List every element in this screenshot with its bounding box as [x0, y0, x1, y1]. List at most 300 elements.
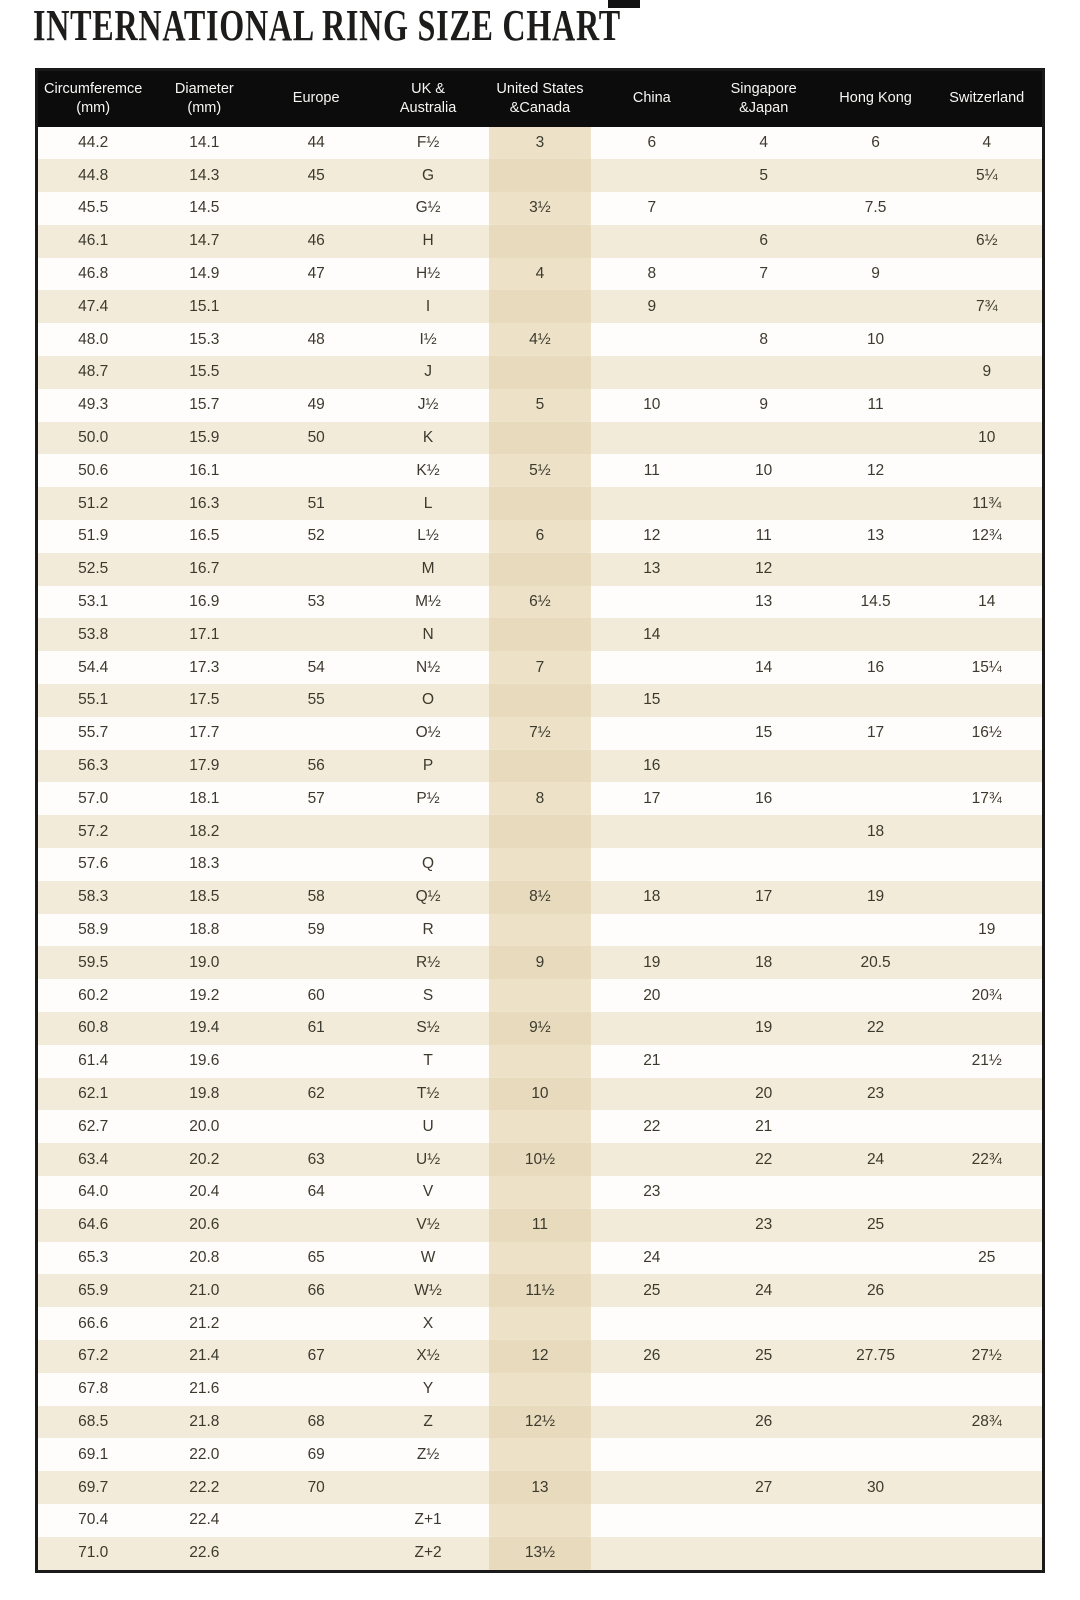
cell-europe: 60: [307, 986, 325, 1004]
cell-europe: 62: [307, 1085, 325, 1102]
cell-europe: 58: [307, 888, 325, 906]
cell-singapore_japan: [708, 1537, 820, 1571]
table-row: [37, 586, 1044, 619]
cell-china: 9: [647, 297, 657, 315]
cell-switzerland: 25: [978, 1248, 996, 1266]
cell-us_canada: [484, 290, 596, 323]
cell-singapore_japan: [708, 422, 820, 455]
cell-hong_kong: 11: [867, 396, 884, 414]
cell-switzerland: [932, 684, 1044, 717]
cell-circumference: 64.6: [78, 1216, 109, 1234]
cell-switzerland: [932, 1209, 1044, 1242]
cell-uk_australia: Q½: [415, 888, 441, 906]
cell-circumference: 44.2: [78, 133, 109, 151]
cell-us_canada: [484, 1373, 596, 1406]
cell-uk_australia: O: [422, 691, 435, 709]
cell-singapore_japan: 25: [755, 1347, 773, 1365]
cell-hong_kong: [820, 1045, 932, 1078]
cell-uk_australia: J½: [417, 396, 439, 414]
cell-circumference: 56.3: [78, 757, 109, 775]
cell-circumference: 69.1: [78, 1445, 109, 1463]
cell-us_canada: [484, 159, 596, 192]
cell-singapore_japan: 16: [755, 789, 773, 807]
cell-circumference: 62.1: [78, 1085, 109, 1102]
cell-europe: [260, 1045, 372, 1078]
cell-diameter: 17.3: [189, 658, 220, 676]
cell-circumference: 48.0: [78, 330, 109, 348]
cell-china: 13: [643, 560, 661, 578]
cell-uk_australia: Y: [422, 1380, 434, 1398]
cell-diameter: 21.8: [189, 1412, 220, 1430]
cell-us_canada: 13½: [484, 1537, 596, 1571]
table-row: [37, 323, 1044, 356]
cell-us_canada: [484, 914, 596, 947]
column-header-singapore_japan: Singapore &Japan: [730, 80, 797, 116]
cell-singapore_japan: 19: [755, 1019, 773, 1037]
cell-china: 14: [643, 625, 661, 643]
cell-singapore_japan: [708, 1242, 820, 1275]
cell-europe: 65: [307, 1248, 325, 1266]
cell-switzerland: [932, 1110, 1044, 1143]
cell-china: 19: [643, 953, 661, 971]
cell-hong_kong: [820, 1242, 932, 1275]
cell-hong_kong: [820, 159, 932, 192]
cell-uk_australia: X: [422, 1314, 434, 1332]
cell-uk_australia: P: [422, 757, 434, 775]
cell-uk_australia: T½: [416, 1085, 440, 1102]
cell-uk_australia: M: [421, 560, 435, 578]
cell-diameter: 16.3: [189, 494, 220, 512]
cell-switzerland: 19: [978, 921, 996, 939]
table-row: [37, 454, 1044, 487]
cell-singapore_japan: 27: [755, 1478, 773, 1496]
cell-china: 16: [643, 757, 661, 775]
cell-us_canada: [484, 553, 596, 586]
cell-circumference: 44.8: [78, 166, 109, 184]
table-row: [37, 881, 1044, 914]
cell-diameter: 18.2: [189, 822, 220, 840]
cell-circumference: 59.5: [78, 953, 109, 971]
cell-diameter: 22.6: [189, 1544, 220, 1562]
cell-us_canada: [484, 1176, 596, 1209]
cell-china: [596, 487, 708, 520]
page-title: INTERNATIONAL RING SIZE CHART: [33, 1, 621, 50]
cell-china: [596, 225, 708, 258]
cell-china: 24: [643, 1248, 661, 1266]
cell-hong_kong: 20.5: [860, 953, 891, 971]
cell-switzerland: 7¾: [975, 297, 998, 315]
cell-diameter: 22.4: [189, 1511, 220, 1529]
cell-europe: [260, 717, 372, 750]
cell-us_canada: 3: [484, 127, 596, 160]
cell-circumference: 64.0: [78, 1183, 109, 1201]
cell-china: 21: [643, 1052, 661, 1070]
table-row: [37, 553, 1044, 586]
cell-diameter: 19.0: [189, 953, 220, 971]
cell-circumference: 61.4: [78, 1052, 109, 1070]
cell-us_canada: 8: [484, 782, 596, 815]
cell-hong_kong: [820, 1537, 932, 1571]
cell-uk_australia: V: [422, 1183, 434, 1201]
cell-us_canada: [484, 356, 596, 389]
cell-us_canada: 10: [484, 1078, 596, 1111]
cell-uk_australia: I: [425, 297, 431, 315]
cell-china: 11: [643, 461, 660, 479]
cell-europe: [260, 1110, 372, 1143]
cell-circumference: 58.3: [78, 888, 109, 906]
cell-uk_australia: S½: [416, 1019, 440, 1037]
cell-europe: 57: [307, 789, 325, 807]
table-row: [37, 520, 1044, 553]
cell-china: 23: [643, 1183, 661, 1201]
cell-china: [596, 717, 708, 750]
cell-europe: [260, 1373, 372, 1406]
cell-diameter: 14.5: [189, 199, 220, 217]
cell-singapore_japan: 9: [759, 396, 768, 414]
cell-uk_australia: R: [422, 921, 434, 939]
cell-diameter: 15.3: [189, 330, 220, 348]
cell-hong_kong: 12: [866, 461, 885, 479]
cell-singapore_japan: 14: [755, 658, 773, 676]
table-row: [37, 389, 1044, 422]
cell-switzerland: 15¼: [971, 658, 1002, 676]
cell-singapore_japan: 15: [755, 724, 773, 742]
cell-hong_kong: [820, 618, 932, 651]
table-row: [37, 1307, 1044, 1340]
cell-switzerland: [932, 1078, 1044, 1111]
cell-singapore_japan: [708, 848, 820, 881]
cell-switzerland: 22¾: [971, 1150, 1002, 1168]
cell-switzerland: [932, 750, 1044, 783]
cell-hong_kong: 14.5: [860, 593, 891, 611]
cell-us_canada: 7: [484, 651, 596, 684]
cell-switzerland: [932, 848, 1044, 881]
cell-us_canada: 4½: [484, 323, 596, 356]
cell-uk_australia: L: [423, 494, 433, 512]
cell-diameter: 19.8: [189, 1085, 220, 1102]
cell-europe: 68: [307, 1412, 325, 1430]
cell-diameter: 20.6: [189, 1216, 220, 1234]
cell-circumference: 62.7: [78, 1117, 109, 1135]
cell-us_canada: 3½: [484, 192, 596, 225]
cell-circumference: 54.4: [78, 658, 109, 676]
cell-singapore_japan: [708, 356, 820, 389]
cell-hong_kong: [820, 750, 932, 783]
cell-circumference: 55.7: [78, 724, 109, 742]
cell-hong_kong: [820, 1110, 932, 1143]
cell-circumference: 60.8: [78, 1019, 109, 1037]
cell-diameter: 16.9: [189, 593, 220, 611]
cell-us_canada: 6: [484, 520, 596, 553]
cell-hong_kong: [820, 1176, 932, 1209]
cell-china: [596, 1209, 708, 1242]
cell-circumference: 58.9: [78, 921, 109, 939]
table-row: [37, 258, 1044, 291]
table-row: [37, 1209, 1044, 1242]
cell-us_canada: [484, 1504, 596, 1537]
cell-europe: 67: [307, 1347, 325, 1365]
cell-diameter: 14.9: [189, 265, 220, 283]
cell-switzerland: 10: [978, 429, 996, 447]
cell-uk_australia: Z+1: [414, 1511, 442, 1529]
cell-diameter: 17.7: [189, 724, 220, 742]
cell-europe: 64: [307, 1183, 325, 1201]
cell-uk_australia: S: [422, 986, 434, 1004]
cell-circumference: 51.9: [78, 527, 109, 545]
cell-hong_kong: 10: [866, 330, 885, 348]
cell-hong_kong: [820, 979, 932, 1012]
cell-switzerland: 17¾: [971, 789, 1002, 807]
cell-diameter: 16.5: [189, 527, 220, 545]
cell-switzerland: 5¼: [975, 166, 998, 184]
table-header: [37, 70, 1044, 127]
cell-hong_kong: [820, 422, 932, 455]
cell-circumference: 48.7: [78, 363, 109, 381]
table-row: [37, 815, 1044, 848]
table-row: [37, 618, 1044, 651]
cell-china: [596, 586, 708, 619]
cell-europe: 50: [307, 429, 325, 447]
cell-diameter: 18.3: [189, 855, 220, 873]
cell-switzerland: [932, 1012, 1044, 1045]
table-row: [37, 1504, 1044, 1537]
cell-diameter: 14.3: [189, 166, 220, 184]
cell-singapore_japan: 21: [755, 1117, 773, 1135]
cell-hong_kong: [820, 684, 932, 717]
cell-singapore_japan: 12: [755, 560, 773, 578]
table-row: [37, 946, 1044, 979]
cell-switzerland: 20¾: [971, 986, 1002, 1004]
cell-europe: [260, 192, 372, 225]
cell-europe: [260, 553, 372, 586]
cell-uk_australia: K½: [416, 461, 440, 479]
cell-us_canada: 5½: [484, 454, 596, 487]
cell-switzerland: [932, 815, 1044, 848]
cell-switzerland: [932, 323, 1044, 356]
cell-uk_australia: T: [423, 1052, 433, 1070]
cell-diameter: 21.6: [189, 1380, 220, 1398]
cell-us_canada: [484, 684, 596, 717]
cell-europe: 46: [307, 232, 325, 250]
cell-europe: [260, 1209, 372, 1242]
cell-diameter: 15.9: [189, 429, 220, 447]
column-header-diameter: Diameter (mm): [174, 80, 234, 116]
cell-china: 25: [643, 1281, 661, 1299]
cell-diameter: 21.2: [189, 1314, 220, 1332]
table-row: [37, 1176, 1044, 1209]
cell-switzerland: [932, 1504, 1044, 1537]
cell-singapore_japan: 7: [759, 265, 768, 283]
cell-singapore_japan: 5: [759, 166, 768, 184]
cell-circumference: 65.3: [78, 1248, 109, 1266]
cell-us_canada: [484, 618, 596, 651]
cell-singapore_japan: 24: [755, 1281, 773, 1299]
cell-china: 8: [647, 265, 657, 283]
cell-us_canada: [484, 487, 596, 520]
cell-circumference: 57.6: [78, 855, 109, 873]
cell-us_canada: 12: [484, 1340, 596, 1373]
cell-us_canada: 11: [484, 1209, 596, 1242]
cell-circumference: 69.7: [78, 1478, 109, 1496]
cell-us_canada: 9: [484, 946, 596, 979]
cell-uk_australia: R½: [416, 953, 441, 971]
cell-switzerland: 21½: [971, 1052, 1002, 1070]
cell-europe: 56: [307, 757, 325, 775]
cell-us_canada: [484, 1110, 596, 1143]
cell-circumference: 55.1: [78, 691, 109, 709]
cell-us_canada: 10½: [484, 1143, 596, 1176]
table-row: [37, 1340, 1044, 1373]
cell-china: [596, 651, 708, 684]
cell-diameter: 20.0: [189, 1117, 220, 1135]
cell-switzerland: 9: [982, 363, 992, 381]
cell-hong_kong: 19: [866, 888, 885, 906]
cell-europe: [260, 618, 372, 651]
cell-singapore_japan: 23: [755, 1216, 773, 1234]
table-row: [37, 225, 1044, 258]
cell-hong_kong: 24: [866, 1150, 885, 1168]
cell-uk_australia: W½: [414, 1281, 442, 1299]
cell-circumference: 52.5: [78, 560, 109, 578]
cell-china: [596, 1438, 708, 1471]
cell-circumference: 67.8: [78, 1380, 109, 1398]
cell-europe: [260, 1307, 372, 1340]
cell-hong_kong: [820, 1373, 932, 1406]
cell-us_canada: [484, 1438, 596, 1471]
cell-circumference: 65.9: [78, 1281, 109, 1299]
cell-uk_australia: Q: [422, 855, 435, 873]
cell-switzerland: [932, 258, 1044, 291]
cell-china: 26: [643, 1347, 661, 1365]
cell-hong_kong: 13: [866, 527, 885, 545]
cell-uk_australia: H: [422, 232, 434, 250]
cell-singapore_japan: 10: [755, 461, 773, 479]
cell-switzerland: [932, 618, 1044, 651]
cell-uk_australia: W: [420, 1248, 436, 1266]
cell-singapore_japan: [708, 290, 820, 323]
cell-diameter: 17.5: [189, 691, 220, 709]
cell-diameter: 17.1: [189, 625, 220, 643]
column-header-china: China: [632, 90, 671, 107]
cell-circumference: 49.3: [78, 396, 109, 414]
cell-hong_kong: [820, 290, 932, 323]
table-row: [37, 422, 1044, 455]
cell-uk_australia: [372, 815, 484, 848]
cell-diameter: 18.1: [189, 789, 220, 807]
cell-europe: 70: [307, 1478, 325, 1496]
cell-hong_kong: 27.75: [856, 1347, 895, 1365]
cell-singapore_japan: [708, 1373, 820, 1406]
cell-circumference: 53.1: [78, 593, 109, 611]
cell-diameter: 21.4: [189, 1347, 220, 1365]
cell-singapore_japan: [708, 914, 820, 947]
cell-uk_australia: U: [422, 1117, 434, 1135]
table-body: [37, 127, 1044, 1572]
cell-singapore_japan: [708, 1176, 820, 1209]
table-row: [37, 782, 1044, 815]
cell-hong_kong: 7.5: [864, 199, 887, 217]
table-row: [37, 1110, 1044, 1143]
table-row: [37, 1143, 1044, 1176]
cell-hong_kong: [820, 225, 932, 258]
cell-hong_kong: 30: [866, 1478, 885, 1496]
cell-diameter: 18.8: [189, 921, 220, 939]
cell-hong_kong: [820, 782, 932, 815]
cell-europe: 61: [307, 1019, 325, 1037]
cell-hong_kong: 26: [866, 1281, 885, 1299]
table-row: [37, 914, 1044, 947]
column-header-europe: Europe: [292, 90, 340, 107]
cell-switzerland: 28¾: [971, 1412, 1002, 1430]
cell-uk_australia: J: [424, 363, 432, 381]
cell-china: [596, 1307, 708, 1340]
cell-europe: 55: [307, 691, 325, 709]
cell-circumference: 71.0: [78, 1544, 109, 1562]
cell-europe: 51: [307, 494, 325, 512]
cell-diameter: 17.9: [189, 757, 220, 775]
cell-diameter: 19.2: [189, 986, 220, 1004]
table-row: [37, 356, 1044, 389]
column-header-hong_kong: Hong Kong: [839, 90, 912, 107]
cell-diameter: 19.6: [189, 1052, 220, 1070]
cell-hong_kong: [820, 1438, 932, 1471]
cell-europe: 59: [307, 921, 325, 939]
cell-uk_australia: G: [422, 166, 435, 184]
cell-diameter: 22.0: [189, 1445, 220, 1463]
cell-diameter: 21.0: [189, 1281, 220, 1299]
table-row: [37, 290, 1044, 323]
cell-circumference: 50.6: [78, 461, 109, 479]
cell-switzerland: 16½: [971, 724, 1002, 742]
cell-singapore_japan: [708, 618, 820, 651]
column-header-us_canada: United States &Canada: [496, 80, 584, 116]
cell-hong_kong: 25: [866, 1216, 885, 1234]
cell-diameter: 16.7: [189, 560, 220, 578]
cell-europe: [260, 815, 372, 848]
cell-hong_kong: 16: [866, 658, 885, 676]
cell-china: [596, 422, 708, 455]
cell-switzerland: [932, 1438, 1044, 1471]
cell-diameter: 18.5: [189, 888, 220, 906]
cell-singapore_japan: [708, 750, 820, 783]
cell-circumference: 46.8: [78, 265, 109, 283]
cell-circumference: 60.2: [78, 986, 109, 1004]
cell-uk_australia: I½: [419, 330, 437, 348]
cell-switzerland: 12¾: [971, 527, 1002, 545]
cell-europe: [260, 946, 372, 979]
cell-hong_kong: [820, 1307, 932, 1340]
cell-europe: 54: [307, 658, 325, 676]
cell-china: 17: [643, 789, 661, 807]
cell-diameter: 15.5: [189, 363, 220, 381]
cell-diameter: 20.2: [189, 1150, 220, 1168]
cell-singapore_japan: 26: [755, 1412, 773, 1430]
cell-europe: 63: [307, 1150, 325, 1168]
table-row: [37, 1242, 1044, 1275]
cell-uk_australia: Z: [423, 1412, 433, 1430]
cell-us_canada: [484, 422, 596, 455]
cell-europe: 44: [307, 133, 325, 151]
cell-singapore_japan: 20: [755, 1085, 773, 1102]
cell-singapore_japan: 22: [755, 1150, 773, 1168]
cell-singapore_japan: [708, 684, 820, 717]
cell-us_canada: [484, 979, 596, 1012]
cell-switzerland: [932, 1373, 1044, 1406]
table-row: [37, 651, 1044, 684]
cell-circumference: 51.2: [78, 494, 109, 512]
cell-singapore_japan: 17: [755, 888, 773, 906]
cell-china: 15: [643, 691, 661, 709]
